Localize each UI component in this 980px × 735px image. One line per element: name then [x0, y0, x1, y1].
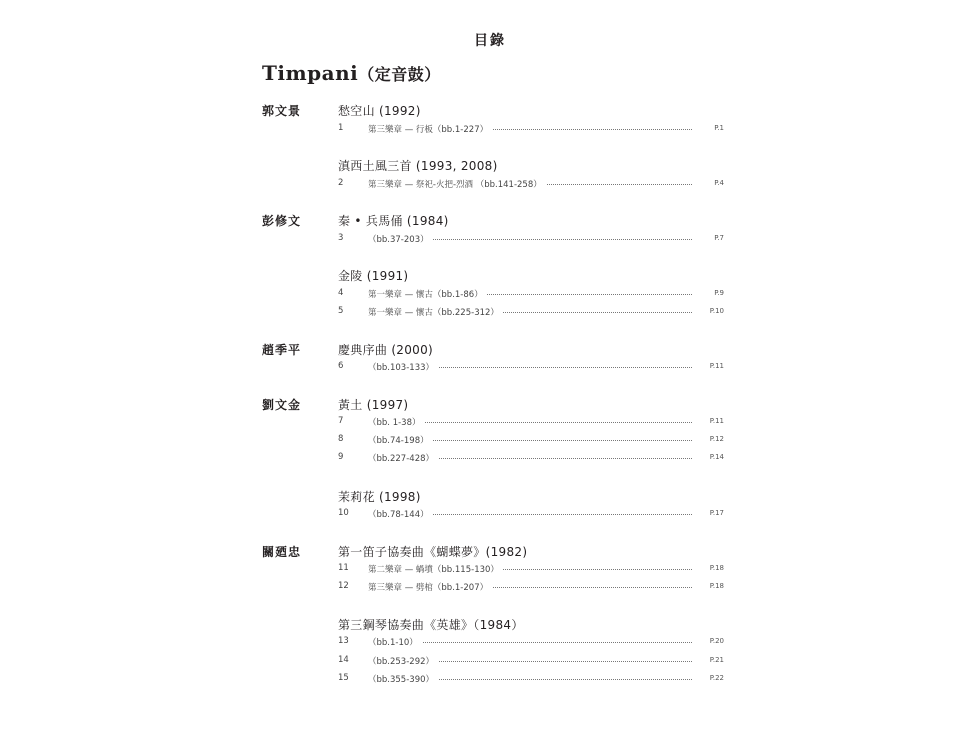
- entry-label: （bb.78-144）: [368, 508, 433, 520]
- entry-label: 第二樂章 — 蝸墳（bb.115-130）: [368, 563, 503, 575]
- entry-label: 第一樂章 — 懷古（bb.225-312）: [368, 306, 503, 318]
- entry-label: 第三樂章 — 祭祀-火把-烈酒 （bb.141-258）: [368, 178, 546, 190]
- work-title: 黃土 (1997): [338, 398, 409, 412]
- entry-number: 1: [338, 123, 344, 133]
- toc-entry[interactable]: [338, 563, 724, 575]
- composer-name: 劉文金: [262, 398, 302, 412]
- entry-label: 第三樂章 — 行板（bb.1-227）: [368, 123, 492, 135]
- page-heading: 目錄: [474, 33, 506, 49]
- toc-entry[interactable]: [338, 673, 724, 685]
- entry-label: （bb.103-133）: [368, 361, 438, 373]
- entry-page: P.14: [709, 453, 724, 461]
- entry-number: 2: [338, 178, 344, 188]
- entry-page: P.1: [714, 124, 724, 132]
- work-title: 滇西土風三首 (1993, 2008): [338, 159, 498, 173]
- entry-page: P.7: [714, 234, 724, 242]
- entry-number: 5: [338, 306, 344, 316]
- toc-entry[interactable]: [338, 655, 724, 667]
- work-title: 慶典序曲 (2000): [338, 343, 434, 357]
- composer-name: 彭修文: [262, 214, 302, 228]
- toc-entry[interactable]: [338, 452, 724, 464]
- toc-entry[interactable]: [338, 434, 724, 446]
- entry-number: 11: [338, 563, 349, 573]
- toc-entry[interactable]: [338, 123, 724, 135]
- toc-entry[interactable]: [338, 178, 724, 190]
- entry-number: 12: [338, 581, 349, 591]
- toc-entry[interactable]: [338, 306, 724, 318]
- entry-label: 第一樂章 — 懷古（bb.1-86）: [368, 288, 487, 300]
- entry-page: P.12: [709, 435, 724, 443]
- entry-number: 9: [338, 452, 344, 462]
- entry-number: 6: [338, 361, 344, 371]
- work-title: 愁空山 (1992): [338, 104, 421, 118]
- toc-entry[interactable]: [338, 288, 724, 300]
- section-title: [262, 61, 441, 85]
- work-title: 第三鋼琴協奏曲《英雄》（1984）: [338, 618, 524, 632]
- entry-label: （bb. 1-38）: [368, 416, 425, 428]
- entry-number: 8: [338, 434, 344, 444]
- entry-label: 第三樂章 — 劈棺（bb.1-207）: [368, 581, 492, 593]
- work-title: 第一笛子協奏曲《蝴蝶夢》(1982): [338, 545, 528, 559]
- entry-page: P.17: [709, 509, 724, 517]
- entry-label: （bb.227-428）: [368, 452, 438, 464]
- entry-label: （bb.74-198）: [368, 434, 433, 446]
- entry-number: 15: [338, 673, 349, 683]
- entry-page: P.11: [709, 417, 724, 425]
- entry-page: P.21: [709, 656, 724, 664]
- toc-entry[interactable]: [338, 636, 724, 648]
- entry-number: 14: [338, 655, 349, 665]
- toc-entry[interactable]: [338, 361, 724, 373]
- entry-page: P.4: [714, 179, 724, 187]
- entry-number: 3: [338, 233, 344, 243]
- composer-name: 趙季平: [262, 343, 302, 357]
- work-title: 秦 • 兵馬俑 (1984): [338, 214, 449, 228]
- entry-page: P.18: [709, 564, 724, 572]
- entry-number: 4: [338, 288, 344, 298]
- entry-label: （bb.1-10）: [368, 636, 422, 648]
- entry-page: P.10: [709, 307, 724, 315]
- entry-number: 7: [338, 416, 344, 426]
- composer-name: 關廼忠: [262, 545, 302, 559]
- work-title: 金陵 (1991): [338, 269, 409, 283]
- entry-page: P.11: [709, 362, 724, 370]
- toc-entry[interactable]: [338, 581, 724, 593]
- work-title: 茉莉花 (1998): [338, 490, 421, 504]
- entry-label: （bb.37-203）: [368, 233, 433, 245]
- entry-number: 10: [338, 508, 349, 518]
- entry-label: （bb.253-292）: [368, 655, 438, 667]
- entry-number: 13: [338, 636, 349, 646]
- section-name-chinese: （定音鼓）: [358, 65, 441, 84]
- toc-entry[interactable]: [338, 508, 724, 520]
- entry-label: （bb.355-390）: [368, 673, 438, 685]
- entry-page: P.9: [714, 289, 724, 297]
- entry-page: P.20: [709, 637, 724, 645]
- composer-name: 郭文景: [262, 104, 302, 118]
- entry-page: P.18: [709, 582, 724, 590]
- toc-entry[interactable]: [338, 233, 724, 245]
- entry-page: P.22: [709, 674, 724, 682]
- section-name: Timpani: [262, 61, 359, 85]
- toc-entry[interactable]: [338, 416, 724, 428]
